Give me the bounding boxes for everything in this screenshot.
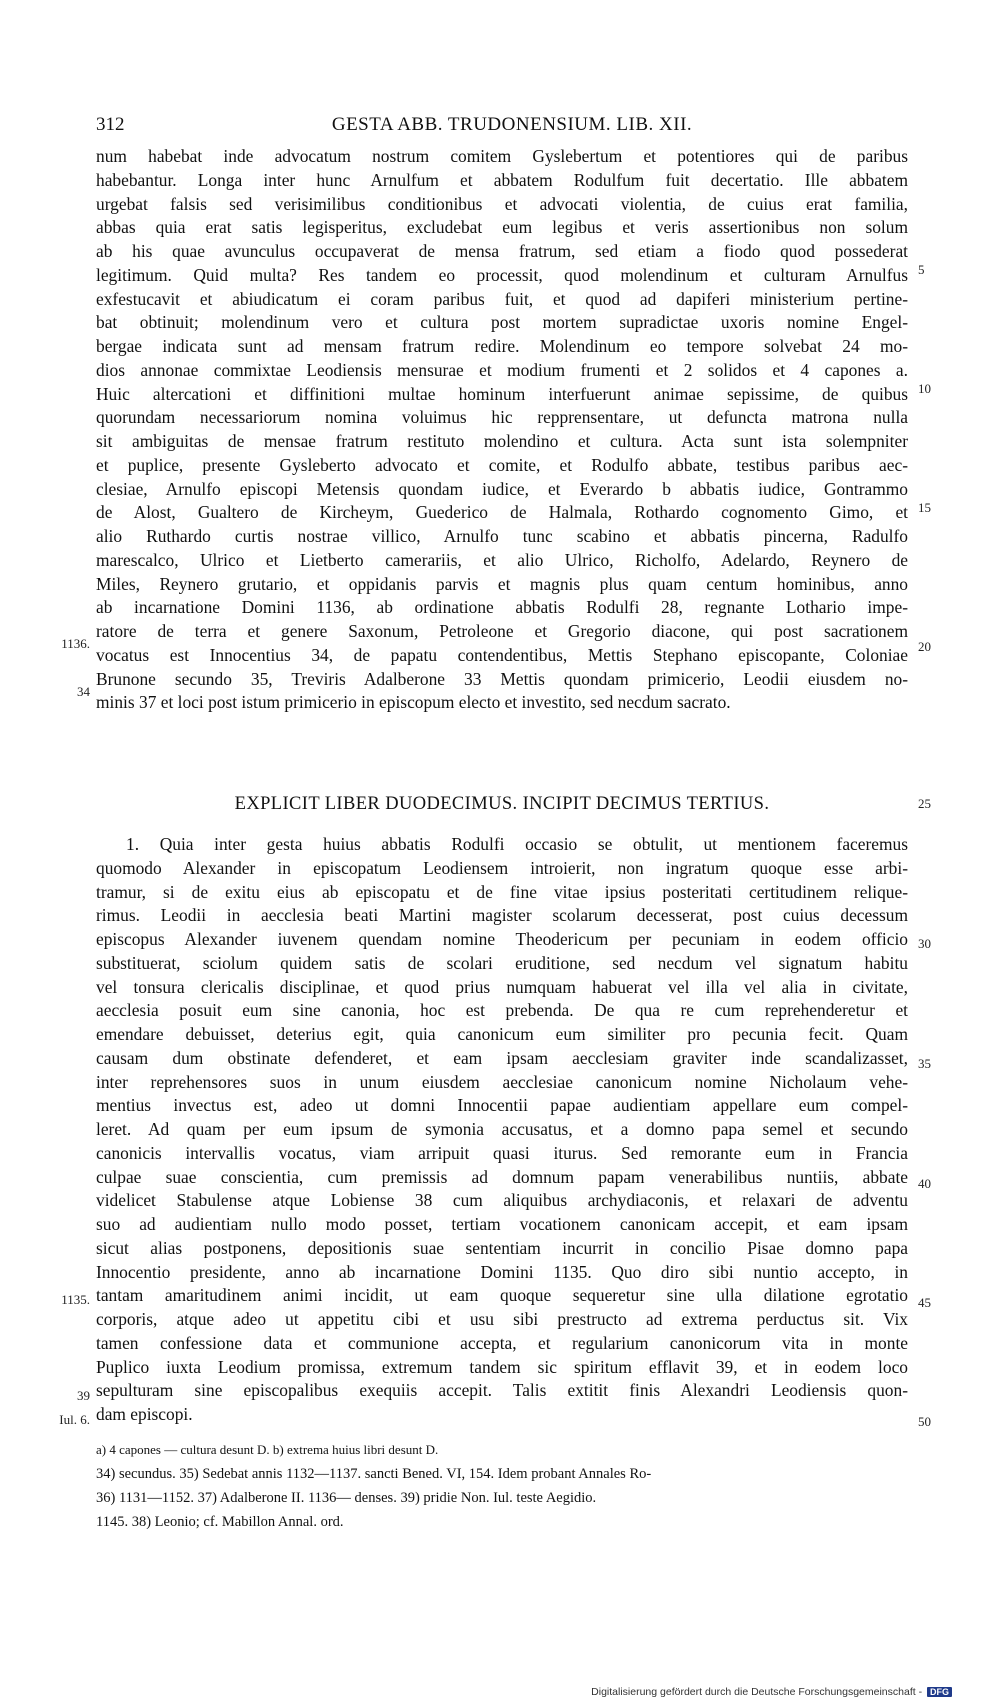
text-line: 1. Quia inter gesta huius abbatis Rodulfi occasio se obtulit, ut mentionem faceremus xyxy=(126,834,908,854)
textual-footnote: a) 4 capones — cultura desunt D. b) extrema huius libri desunt D. xyxy=(96,1442,439,1457)
line-number: 20 xyxy=(918,639,931,654)
text-line: habebantur. Longa inter hunc Arnulfum et abbatem Rodulfum fuit decertatio. Ille abbatem xyxy=(96,169,908,190)
line-number: 5 xyxy=(918,262,925,277)
text-line: exfestucavit et abiudicatum ei coram paribus fuit, et quod ad dapiferi ministerium pertine- xyxy=(96,288,908,309)
footnotes xyxy=(96,1438,936,1534)
text-line: quomodo Alexander in episcopatum Leodiensem introierit, non ingratum quoque esse arbi- xyxy=(96,857,908,878)
text-line: abbas quia erat satis legisperitus, excludebat eum legibus et veris assertionibus non solum xyxy=(96,217,908,238)
line-number: 10 xyxy=(918,381,931,396)
text-line: suo ad audientiam nullo modo posset, tertiam vocationem canonicam accepit, et eam ipsam xyxy=(96,1214,908,1234)
text-line: et puplice, presente Gysleberto advocato et comite, et Rodulfo abbate, testibus paribus aec- xyxy=(96,454,908,475)
text-line: tantam amaritudinem animi incidit, ut eam quoque sequeretur sine ulla dilatione egrotatio xyxy=(96,1285,908,1306)
footnote-line: 36) 1131—1152. 37) Adalberone II. 1136— denses. 39) pridie Non. Iul. teste Aegidio. xyxy=(96,1490,597,1506)
text-line: emendare debuisset, deterius egit, quia canonicum eum similiter pro pecunia fecit. Quam xyxy=(96,1024,908,1044)
line-number: 25 xyxy=(918,796,931,811)
text-line: causam dum obstinate defenderet, et eam ipsam aecclesiam graviter inde scandalizasset, xyxy=(96,1047,908,1068)
text-line: legitimum. Quid multa? Res tandem eo processit, quod molendinum et culturam Arnulfus xyxy=(96,264,908,285)
paragraph-book-13 xyxy=(96,833,908,1427)
text-line: Puplico iuxta Leodium promissa, extremum tandem sic spiritum efflavit 39, et in eodem loco xyxy=(96,1356,908,1377)
text-line: substituerat, sciolum quidem satis de scolari eruditione, sed necdum vel signatum habitu xyxy=(96,952,908,973)
margin-note-ref: 34 xyxy=(77,684,90,699)
text-line: ratore de terra et genere Saxonum, Petroleone et Gregorio diacone, qui post sacrationem xyxy=(96,621,908,641)
text-line: culpae suae conscientia, cum premissis ad domnum papam venerabilibus nuntiis, abbate xyxy=(96,1166,908,1187)
line-number: 35 xyxy=(918,1056,931,1071)
text-line: ab incarnatione Domini 1136, ab ordinatione abbatis Rodulfi 28, regnante Lothario impe- xyxy=(96,597,908,618)
paragraph-book-12 xyxy=(96,145,908,715)
text-line: tamen confessione data et communione accepta, et regularium canonicorum vita in monte xyxy=(96,1332,908,1353)
text-line: vocatus est Innocentius 34, de papatu contendentibus, Mettis Stephano episcopante, Coloniae xyxy=(96,644,908,665)
text-line: quorundam necessariorum nomina voluimus hic repprensentare, ut defuncta matrona nulla xyxy=(96,407,908,428)
margin-date: Iul. 6. xyxy=(59,1412,90,1427)
text-line: Brunone secundo 35, Treviris Adalberone 33 Mettis quondam primicerio, Leodii eiusdem no- xyxy=(96,668,908,689)
text-line: urgebat falsis sed verisimilibus conditionibus et advocati violentia, de cuius erat familia, xyxy=(96,193,908,214)
text-line: Innocentio presidente, anno ab incarnatione Domini 1135. Quo diro sibi nuntio accepto, in xyxy=(96,1261,908,1282)
footnote-line: 34) secundus. 35) Sedebat annis 1132—1137. sancti Bened. VI, 154. Idem probant Annales Ro- xyxy=(96,1466,652,1482)
text-line: rimus. Leodii in aecclesia beati Martini magister scolarum decesserat, post cuius decessum xyxy=(96,905,908,926)
text-line: sepulturam sine episcopalibus exequiis accepit. Talis extitit finis Alexandri Leodiensis quon- xyxy=(96,1380,908,1401)
text-line: episcopus Alexander iuvenem quendam nomine Theodericum per pecuniam in eodem officio xyxy=(96,929,908,949)
text-line: dios annonae commixtae Leodiensis mensurae et modium frumenti et 2 solidos et 4 capones a. xyxy=(96,359,908,380)
text-line: bat obtinuit; molendinum vero et cultura post mortem supradictae uxoris nomine Engel- xyxy=(96,312,908,333)
text-line: sicut alias postponens, depositionis suae sententiam incurrit in concilio Pisae domno papa xyxy=(96,1237,908,1258)
dfg-logo-icon: DFG xyxy=(927,1687,952,1697)
line-number: 15 xyxy=(918,500,931,515)
text-line: num habebat inde advocatum nostrum comitem Gyslebertum et potentiores qui de paribus xyxy=(96,146,908,166)
page-number: 312 xyxy=(96,114,125,135)
text-line: ab his quae avunculus occupaverat de mensa fratrum, sed etiam a fiodo quod possederat xyxy=(96,241,908,261)
text-line: dam episcopi. xyxy=(96,1404,193,1424)
text-line: vel tonsura clericalis disciplinae, et quod prius numquam habuerat vel illa vel alia in civitate, xyxy=(96,976,908,997)
line-number: 30 xyxy=(918,936,931,951)
text-line: minis 37 et loci post istum primicerio in episcopum electo et investito, sed necdum sacrato. xyxy=(96,692,731,713)
text-line: sit ambiguitas de mensae fratrum restituto molendino et cultura. Acta sunt ista solempniter xyxy=(96,431,908,451)
margin-date: 1136. xyxy=(61,636,90,651)
text-line: corporis, atque adeo ut appetitu cibi et usu sibi prestructo ad extrema perductus sit. Vix xyxy=(96,1309,908,1329)
margin-note-ref: 39 xyxy=(77,1388,90,1403)
line-number: 50 xyxy=(918,1414,931,1429)
text-line: tramur, si de exitu eius ab episcopatu et de fine vitae ipsius posteritati certitudinem relique- xyxy=(96,881,908,902)
credit-text: Digitalisierung gefördert durch die Deutsche Forschungsgemeinschaft - xyxy=(591,1686,923,1698)
text-line: mentius invectus est, adeo ut domni Innocentii papae audientiam appellare eum compel- xyxy=(96,1095,908,1116)
text-line: Huic altercationi et diffinitioni multae hominum interfuerunt animae sepissime, de quibus xyxy=(96,383,908,404)
text-line: inter reprehensores suos in unum eiusdem aecclesiae canonicum nomine Nicholaum vehe- xyxy=(96,1071,908,1092)
line-number: 45 xyxy=(918,1295,931,1310)
digitization-credit xyxy=(591,1686,952,1698)
section-heading: EXPLICIT LIBER DUODECIMUS. INCIPIT DECIMUS TERTIUS. xyxy=(234,794,770,814)
text-line: de Alost, Gualtero de Kircheym, Guederico de Halmala, Rothardo cognomento Gimo, et xyxy=(96,502,908,523)
text-line: marescalco, Ulrico et Lietberto camerariis, et alio Ulrico, Richolfo, Adelardo, Reynero de xyxy=(96,549,908,570)
page-header xyxy=(96,114,928,140)
text-line: clesiae, Arnulfo episcopi Metensis quondam iudice, et Everardo b abbatis iudice, Gontrammo xyxy=(96,478,908,499)
line-number: 40 xyxy=(918,1176,931,1191)
text-line: Miles, Reynero grutario, et oppidanis parvis et magnis plus quam centum hominibus, anno xyxy=(96,573,908,594)
running-title: GESTA ABB. TRUDONENSIUM. LIB. XII. xyxy=(331,114,693,135)
text-line: leret. Ad quam per eum ipsum de symonia accusatus, et a domno papa semel et secundo xyxy=(96,1119,908,1139)
margin-date: 1135. xyxy=(61,1292,90,1307)
text-line: canonicis intervallis vocatus, viam arripuit quasi iturus. Sed remorante eum in Francia xyxy=(96,1142,908,1163)
text-line: videlicet Stabulense atque Lobiense 38 cum aliquibus archydiaconis, et relaxari de adventu xyxy=(96,1190,908,1211)
text-line: alio Ruthardo curtis nostrae villico, Arnulfo tunc scabino et abbatis pincerna, Radulfo xyxy=(96,526,908,546)
text-line: bergae indicata sunt ad mensam fratrum redire. Molendinum eo tempore solvebat 24 mo- xyxy=(96,336,908,356)
footnote-line: 1145. 38) Leonio; cf. Mabillon Annal. ord. xyxy=(96,1514,344,1530)
text-line: aecclesia posuit eum sine canonia, hoc est prebenda. De qua re cum reprehenderetur et xyxy=(96,1000,908,1021)
